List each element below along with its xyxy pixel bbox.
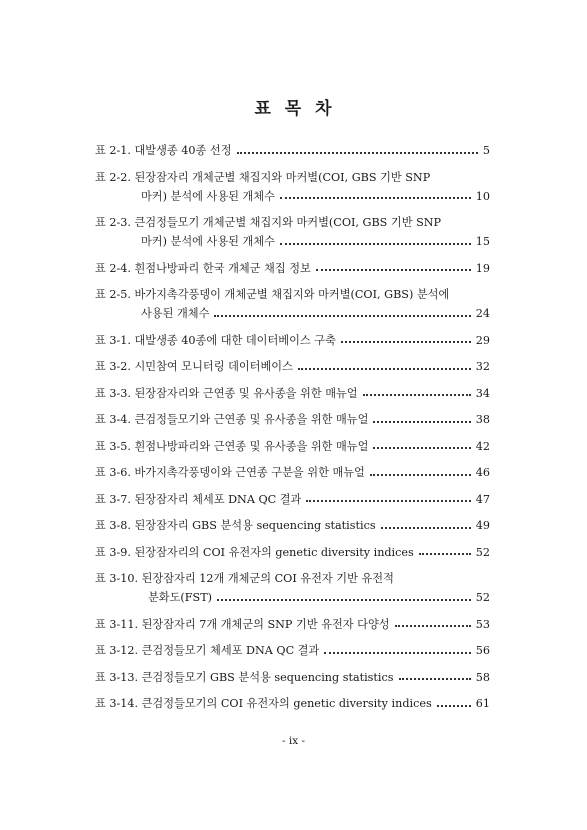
toc-entry[interactable]	[95, 437, 490, 456]
toc-entry-text: 대발생종 40종 선정	[134, 144, 232, 157]
toc-entry-line	[95, 213, 490, 232]
toc-entry-label: 표 2-3.	[95, 216, 131, 229]
toc-entry-line	[95, 641, 490, 660]
toc-entry-continuation	[95, 304, 490, 323]
toc-entry-line	[95, 516, 490, 535]
toc-entry-label: 표 3-11.	[95, 617, 139, 631]
toc-entry[interactable]	[95, 615, 490, 634]
dot-leader	[280, 243, 471, 245]
toc-entry-line	[95, 543, 490, 562]
dot-leader	[373, 421, 470, 423]
toc-entry-text: 흰점나방파리 한국 개체군 채집 정보	[134, 261, 311, 275]
dot-leader	[237, 152, 478, 154]
toc-entry[interactable]	[95, 543, 490, 562]
toc-entry-line	[95, 668, 490, 687]
toc-entry-text: 된장잠자리의 COI 유전자의 genetic diversity indices	[134, 545, 414, 559]
toc-entry-text: 된장잠자리 GBS 분석용 sequencing statistics	[134, 519, 376, 532]
toc-entry-continuation	[95, 588, 490, 607]
toc-entry[interactable]	[95, 694, 490, 713]
toc-entry-label: 표 3-14.	[95, 697, 139, 710]
toc-entry-label: 표 2-2.	[95, 170, 131, 184]
toc-entry-line	[95, 437, 490, 456]
toc-page-number: 52	[475, 545, 490, 559]
toc-entry[interactable]	[95, 516, 490, 535]
dot-leader	[381, 527, 471, 529]
toc-entry-label: 표 3-13.	[95, 670, 139, 684]
toc-entry-text: 된장잠자리 7개 개체군의 SNP 기반 유전자 다양성	[141, 617, 390, 631]
toc-entry-text: 마커) 분석에 사용된 개체수	[141, 235, 275, 248]
toc-entry-line	[95, 410, 490, 429]
toc-entry[interactable]	[95, 213, 490, 251]
toc-entry-line	[95, 285, 490, 304]
toc-entry-text: 마커) 분석에 사용된 개체수	[141, 189, 275, 203]
toc-entry-text: 바가지촉각풍뎅이와 근연종 구분을 위한 매뉴얼	[134, 466, 365, 479]
toc-page-number: 15	[475, 235, 490, 248]
toc-entry[interactable]	[95, 357, 490, 376]
toc-entry-line	[95, 384, 490, 403]
toc-entry-text: 바가지촉각풍뎅이 개체군별 채집지와 마커별(COI, GBS) 분석에	[134, 288, 450, 301]
toc-entry-text: 큰검정들모기 체세포 DNA QC 결과	[141, 644, 320, 657]
toc-entry-text: 대발생종 40종에 대한 데이터베이스 구축	[134, 333, 336, 347]
toc-entry[interactable]	[95, 668, 490, 687]
toc-entry-line	[95, 694, 490, 713]
toc-entry[interactable]	[95, 410, 490, 429]
toc-entry[interactable]	[95, 259, 490, 278]
toc-entry-text: 사용된 개체수	[141, 307, 210, 320]
toc-page-number: 61	[475, 697, 490, 710]
toc-entry-label: 표 3-10.	[95, 572, 139, 585]
toc-entry-text: 큰검정들모기 개체군별 채집지와 마커별(COI, GBS 기반 SNP	[134, 216, 442, 229]
dot-leader	[324, 652, 470, 654]
toc-entry-label: 표 3-9.	[95, 545, 131, 559]
toc-entry-text: 큰검정들모기의 COI 유전자의 genetic diversity indices	[141, 697, 432, 710]
toc-entry-line	[95, 331, 490, 350]
toc-entry-text: 분화도(FST)	[148, 591, 213, 604]
toc-entry-label: 표 2-5.	[95, 288, 131, 301]
table-of-contents	[95, 141, 490, 721]
toc-entry-text: 흰점나방파리와 근연종 및 유사종을 위한 매뉴얼	[134, 439, 369, 453]
toc-entry-line	[95, 259, 490, 278]
toc-entry-text: 큰검정들모기와 근연종 및 유사종을 위한 매뉴얼	[134, 413, 369, 426]
toc-entry-label: 표 3-1.	[95, 333, 131, 347]
toc-page-number: 42	[475, 439, 490, 453]
dot-leader	[437, 705, 471, 707]
dot-leader	[306, 500, 470, 502]
toc-page-number: 49	[475, 519, 490, 532]
toc-page-number: 47	[475, 492, 490, 506]
toc-entry-label: 표 3-7.	[95, 492, 131, 506]
toc-entry-line	[95, 168, 490, 187]
toc-page-number: 5	[482, 144, 490, 157]
dot-leader	[280, 197, 471, 199]
toc-entry-label: 표 3-8.	[95, 519, 131, 532]
toc-entry-label: 표 3-4.	[95, 413, 131, 426]
toc-entry[interactable]	[95, 141, 490, 160]
toc-entry-line	[95, 357, 490, 376]
toc-page-number: 32	[475, 360, 490, 373]
dot-leader	[373, 447, 470, 449]
dot-leader	[298, 368, 471, 370]
toc-entry[interactable]	[95, 641, 490, 660]
toc-entry-label: 표 2-4.	[95, 261, 131, 275]
toc-entry-line	[95, 490, 490, 509]
toc-entry-label: 표 3-5.	[95, 439, 131, 453]
toc-entry[interactable]	[95, 168, 490, 206]
toc-entry-text: 큰검정들모기 GBS 분석용 sequencing statistics	[141, 670, 394, 684]
dot-leader	[316, 269, 471, 271]
toc-entry-label: 표 3-2.	[95, 360, 131, 373]
dot-leader	[363, 394, 471, 396]
dot-leader	[341, 341, 471, 343]
toc-page-number: 58	[475, 670, 490, 684]
toc-page-number: 29	[475, 333, 490, 347]
toc-page-number: 38	[475, 413, 490, 426]
dot-leader	[217, 599, 471, 601]
toc-entry-label: 표 3-12.	[95, 644, 139, 657]
toc-page-number: 53	[475, 617, 490, 631]
toc-page-number: 46	[475, 466, 490, 479]
toc-entry-line	[95, 141, 490, 160]
toc-entry[interactable]	[95, 285, 490, 323]
toc-page-number: 24	[475, 307, 490, 320]
page-title: 표 목 차	[254, 99, 333, 119]
toc-entry-line	[95, 569, 490, 588]
dot-leader	[419, 553, 471, 555]
toc-entry-text: 시민참여 모니터링 데이터베이스	[134, 360, 293, 373]
toc-page-number: 34	[475, 386, 490, 400]
toc-entry[interactable]	[95, 463, 490, 482]
toc-entry-label: 표 3-6.	[95, 466, 131, 479]
toc-entry-text: 된장잠자리 12개 개체군의 COI 유전자 기반 유전적	[141, 572, 394, 585]
toc-page-number: 10	[475, 189, 490, 203]
toc-entry-text: 된장잠자리 체세포 DNA QC 결과	[134, 492, 302, 506]
dot-leader	[214, 315, 470, 317]
toc-entry[interactable]	[95, 331, 490, 350]
dot-leader	[395, 625, 471, 627]
toc-entry-text: 된장잠자리와 근연종 및 유사종을 위한 매뉴얼	[134, 386, 358, 400]
toc-entry[interactable]	[95, 384, 490, 403]
page-number-footer: - ix -	[281, 735, 306, 747]
toc-entry[interactable]	[95, 569, 490, 607]
toc-entry-label: 표 3-3.	[95, 386, 131, 400]
toc-entry-text: 된장잠자리 개체군별 채집지와 마커별(COI, GBS 기반 SNP	[134, 170, 431, 184]
toc-page-number: 56	[475, 644, 490, 657]
toc-entry-continuation	[95, 232, 490, 251]
toc-entry[interactable]	[95, 490, 490, 509]
toc-page-number: 19	[475, 261, 490, 275]
toc-entry-continuation	[95, 187, 490, 206]
toc-entry-line	[95, 463, 490, 482]
toc-entry-line	[95, 615, 490, 634]
toc-page-number: 52	[475, 591, 490, 604]
dot-leader	[399, 678, 471, 680]
dot-leader	[370, 474, 471, 476]
toc-entry-label: 표 2-1.	[95, 144, 131, 157]
